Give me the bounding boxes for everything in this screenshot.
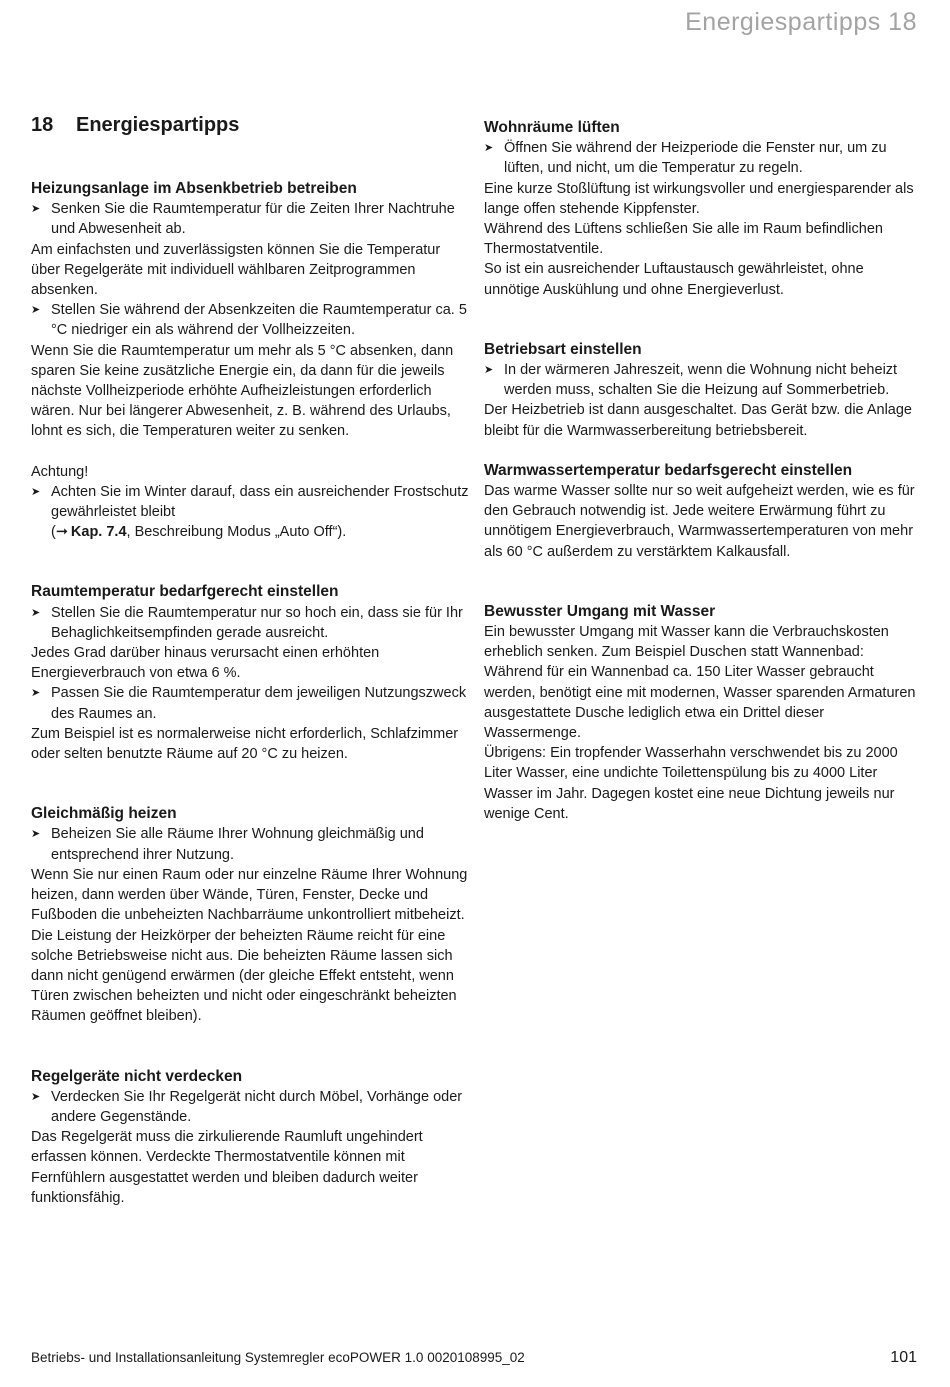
paragraph: Eine kurze Stoßlüftung ist wirkungsvoller und energiesparender als lange offen stehende Kippfenster. — [484, 180, 914, 217]
paragraph: Am einfachsten und zuverlässigsten können Sie die Temperatur über Regelgeräte mit individuell wählbaren Zeitprogrammen absenken. — [31, 241, 441, 299]
paragraph: Übrigens: Ein tropfender Wasserhahn verschwendet bis zu 2000 Liter Wasser, eine undichte Toilettenspülung bis zu 4000 Liter Wasser im Jahr. Dagegen kostet eine neue Dichtung jeweils nur wenige Cent. — [484, 745, 898, 822]
paragraph: Ein bewusster Umgang mit Wasser kann die Verbrauchskosten erheblich senken. Zum Beispiel Duschen statt Wannenbad: Während für ein Wannenbad ca. 150 Liter Wasser gebraucht werden, benötigt eine mit modernen, Wasser sparenden Armaturen ausgestattete Dusche lediglich etwa ein Drittel dieser Wassermenge. — [484, 624, 916, 742]
page-footer — [31, 1349, 917, 1367]
bullet-item: ➤ In der wärmeren Jahreszeit, wenn die Wohnung nicht beheizt werden muss, schalten Sie die Heizung auf Sommerbetrieb. — [484, 360, 920, 400]
ref-paren: ( — [51, 524, 56, 541]
bullet-item — [31, 482, 471, 543]
paragraph: Das warme Wasser sollte nur so weit aufgeheizt werden, wie es für den Gebrauch notwendig ist. Jede weitere Erwärmung führt zu unnötigem Energieverbrauch, Warmwassertemperaturen von mehr als 60 °C außerdem zu verstärktem Kalkausfall. — [484, 483, 915, 560]
footer-document-title: Betriebs- und Installationsanleitung Systemregler ecoPOWER 1.0 0020108995_02 — [31, 1350, 525, 1365]
section-gleichmaessig-heizen — [31, 804, 471, 1026]
paragraph: Der Heizbetrieb ist dann ausgeschaltet. Das Gerät bzw. die Anlage bleibt für die Warmwasserbereitung betriebsbereit. — [484, 402, 912, 439]
bullet-item: ➤ Beheizen Sie alle Räume Ihrer Wohnung gleichmäßig und entsprechend ihrer Nutzung. — [31, 824, 471, 864]
bullet-item: ➤ Verdecken Sie Ihr Regelgerät nicht durch Möbel, Vorhänge oder andere Gegenstände. — [31, 1087, 471, 1127]
section-heading: Gleichmäßig heizen — [31, 805, 177, 823]
paragraph: So ist ein ausreichender Luftaustausch gewährleistet, ohne unnötige Auskühlung und ohne Energieverlust. — [484, 261, 864, 298]
bullet-item: ➤ Senken Sie die Raumtemperatur für die Zeiten Ihrer Nachtruhe und Abwesenheit ab. — [31, 199, 471, 239]
chapter-title — [31, 114, 461, 137]
right-column — [484, 118, 920, 824]
bullet-item: ➤ Stellen Sie während der Absenkzeiten die Raumtemperatur ca. 5 °C niedriger ein als während der Vollheizzeiten. — [31, 300, 471, 340]
paragraph: Während des Lüftens schließen Sie alle im Raum befindlichen Thermostatventile. — [484, 221, 883, 258]
section-warmwassertemperatur — [484, 461, 920, 562]
section-lueften — [484, 118, 920, 300]
section-wasser — [484, 602, 920, 824]
section-heading: Warmwassertemperatur bedarfsgerecht einstellen — [484, 461, 853, 479]
section-heading: Wohnräume lüften — [484, 119, 620, 136]
bullet-item: ➤ Passen Sie die Raumtemperatur dem jeweiligen Nutzungszweck des Raumes an. — [31, 683, 471, 723]
bullet-text: Achten Sie im Winter darauf, dass ein ausreichender Frostschutz gewährleistet bleibt — [51, 483, 469, 521]
chapter-number: 18 — [31, 114, 54, 136]
section-heading: Bewusster Umgang mit Wasser — [484, 602, 716, 620]
ref-description: , Beschreibung Modus „Auto Off“). — [126, 524, 347, 541]
section-heading: Regelgeräte nicht verdecken — [31, 1067, 243, 1085]
section-heading: Heizungsanlage im Absenkbetrieb betreiben — [31, 180, 357, 197]
section-absenkbetrieb — [31, 179, 471, 542]
attention-label: Achtung! — [31, 463, 89, 480]
page-number: 101 — [890, 1349, 917, 1366]
section-regelgeraete — [31, 1067, 471, 1208]
section-heading: Betriebsart einstellen — [484, 340, 642, 358]
paragraph: Das Regelgerät muss die zirkulierende Raumluft ungehindert erfassen können. Verdeckte Thermostatventile können mit Fernfühlern ausgestattet werden und bleiben dadurch weiter funktionsfähig. — [31, 1129, 423, 1206]
paragraph: Wenn Sie die Raumtemperatur um mehr als 5 °C absenken, dann sparen Sie keine zusätzliche Energie ein, da dann für die jeweils nächste Vollheizperiode erhöhte Aufheizleistungen erforderlich wären. Nur bei längerer Abwesenheit, z. B. während des Urlaubs, lohnt es sich, die Temperaturen weiter zu senken. — [31, 342, 454, 440]
running-head: Energiespartipps 18 — [685, 8, 917, 36]
section-heading: Raumtemperatur bedarfgerecht einstellen — [31, 583, 339, 601]
paragraph: Jedes Grad darüber hinaus verursacht einen erhöhten Energieverbrauch von etwa 6 %. — [31, 645, 380, 682]
bullet-item: ➤ Stellen Sie die Raumtemperatur nur so hoch ein, dass sie für Ihr Behaglichkeitsempfinden gerade ausreicht. — [31, 603, 471, 643]
paragraph: Wenn Sie nur einen Raum oder nur einzelne Räume Ihrer Wohnung heizen, dann werden über Wände, Türen, Fenster, Decke und Fußboden die unbeheizten Nachbarräume unkontrolliert mitbeheizt. Die Leistung der Heizkörper der beheizten Räume reicht für eine solche Betriebsweise nicht aus. Die beheizten Räume lassen sich dann nicht genügend erwärmen (der gleiche Effekt entsteht, wenn Türen zwischen beheizten und nicht oder eingeschränkt beheizten Räumen geöffnet bleiben). — [31, 866, 468, 1025]
left-column — [31, 179, 471, 1208]
bullet-item: ➤ Öffnen Sie während der Heizperiode die Fenster nur, um zu lüften, und nicht, um die Temperatur zu regeln. — [484, 138, 920, 178]
section-betriebsart — [484, 340, 920, 441]
chapter-title-text: Energiespartipps — [76, 114, 240, 136]
arrow-right-icon: ➞ — [55, 524, 68, 541]
section-raumtemperatur — [31, 582, 471, 764]
paragraph: Zum Beispiel ist es normalerweise nicht erforderlich, Schlafzimmer oder selten benutzte Räume auf 20 °C zu heizen. — [31, 725, 459, 763]
chapter-reference-link[interactable]: Kap. 7.4 — [70, 524, 127, 541]
